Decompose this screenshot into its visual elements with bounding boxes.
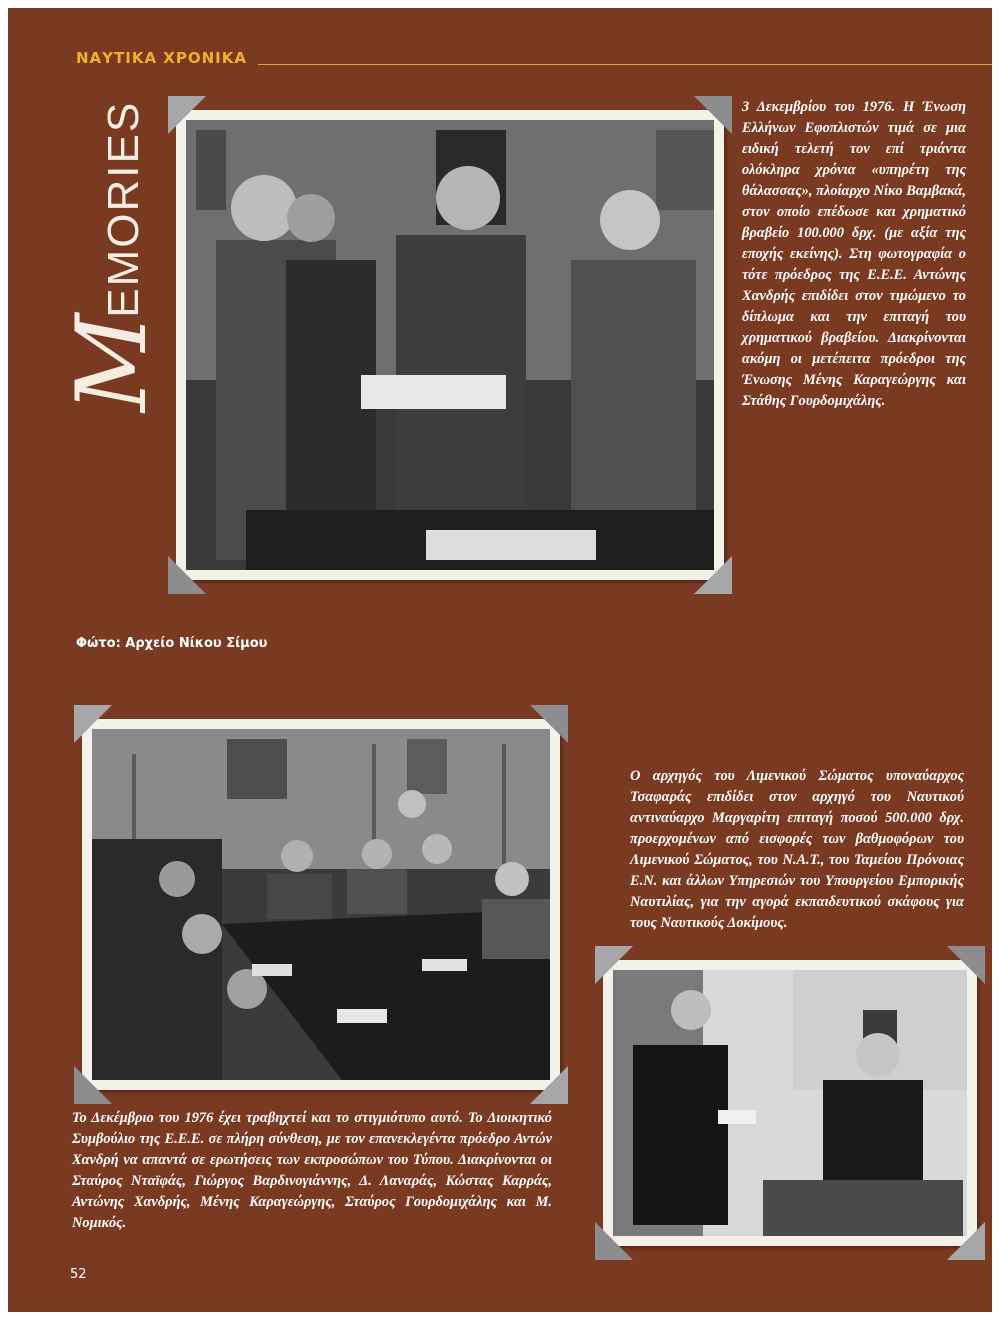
naval-officers-photo xyxy=(613,970,967,1236)
caption-board-meeting: Το Δεκέμβριο του 1976 έχει τραβηχτεί και το στιγμιότυπο αυτό. Το Διοικητικό Συμβούλιο της Ε.Ε.Ε. σε πλήρη σύνθεση, με τον επανεκλεγέντα πρόεδρο Αντών Χανδρή να απαντά σε ερωτήσεις των εκπροσώπων του Τύπου. Διακρίνονται οι Σταύρος Νταϊφάς, Γιώργος Βαρδινογιάννης, Δ. Λαναράς, Κώστας Καρράς, Αντώνης Χανδρής, Μένης Καραγεώργης, Σταύρος Γουρδομιχάλης και Μ. Νομικός. xyxy=(72,1110,552,1231)
memories-initial: M xyxy=(56,313,168,412)
naval-officers-image xyxy=(613,970,967,1236)
photo-board-meeting xyxy=(82,719,560,1090)
section-title: ΝΑΥΤΙΚΑ ΧΡΟΝΙΚΑ xyxy=(76,49,247,67)
photo-award-ceremony xyxy=(176,110,724,580)
photo-credit: Φώτο: Αρχείο Νίκου Σίμου xyxy=(76,636,268,651)
page-number: 52 xyxy=(70,1267,87,1282)
header-rule xyxy=(258,64,992,65)
award-ceremony-image xyxy=(186,120,714,570)
board-meeting-image xyxy=(92,729,550,1080)
memories-rest: EMORIES xyxy=(99,100,148,318)
caption-award-ceremony: 3 Δεκεμβρίου του 1976. Η Ένωση Ελλήνων Εφοπλιστών τιμά σε μια ειδική τελετή τον επί τριάντα ολόκληρα χρόνια «υπηρέτη της θάλασσας», πλοίαρχο Νίκο Βαμβακά, στον οποίο επέδωσε και χρηματικό βραβείο 100.000 δρχ. (με αξία της εποχής εκείνης). Στη φωτογραφία ο τότε πρόεδρος της Ε.Ε.Ε. Αντώνης Χανδρής επιδίδει στον τιμώμενο το δίπλωμα και την επιταγή του χρηματικού βραβείου. Διακρίνονται ακόμη οι μετέπειτα πρόεδροι της Ένωσης Μένης Καραγεώργης και Στάθης Γουρδομιχάλης. xyxy=(742,99,966,409)
board-meeting-photo xyxy=(92,729,550,1080)
photo-naval-officers xyxy=(603,960,977,1246)
award-ceremony-photo xyxy=(186,120,714,570)
caption-check-handover: Ο αρχηγός του Λιμενικού Σώματος υποναύαρχος Τσαφαράς επιδίδει στον αρχηγό του Ναυτικού αντιναύαρχο Μαργαρίτη επιταγή ποσού 500.000 δρχ. προερχομένων από εισφορές των βαθμοφόρων του Λιμενικού Σώματος, του Ν.Α.Τ., του Ταμείου Πρόνοιας Ε.Ν. και άλλων Υπηρεσιών του Υπουργείου Εμπορικής Ναυτιλίας, για την αγορά εκπαιδευτικού σκάφους για τους Ναυτικούς Δοκίμους. xyxy=(630,768,964,931)
memories-title xyxy=(56,92,168,412)
